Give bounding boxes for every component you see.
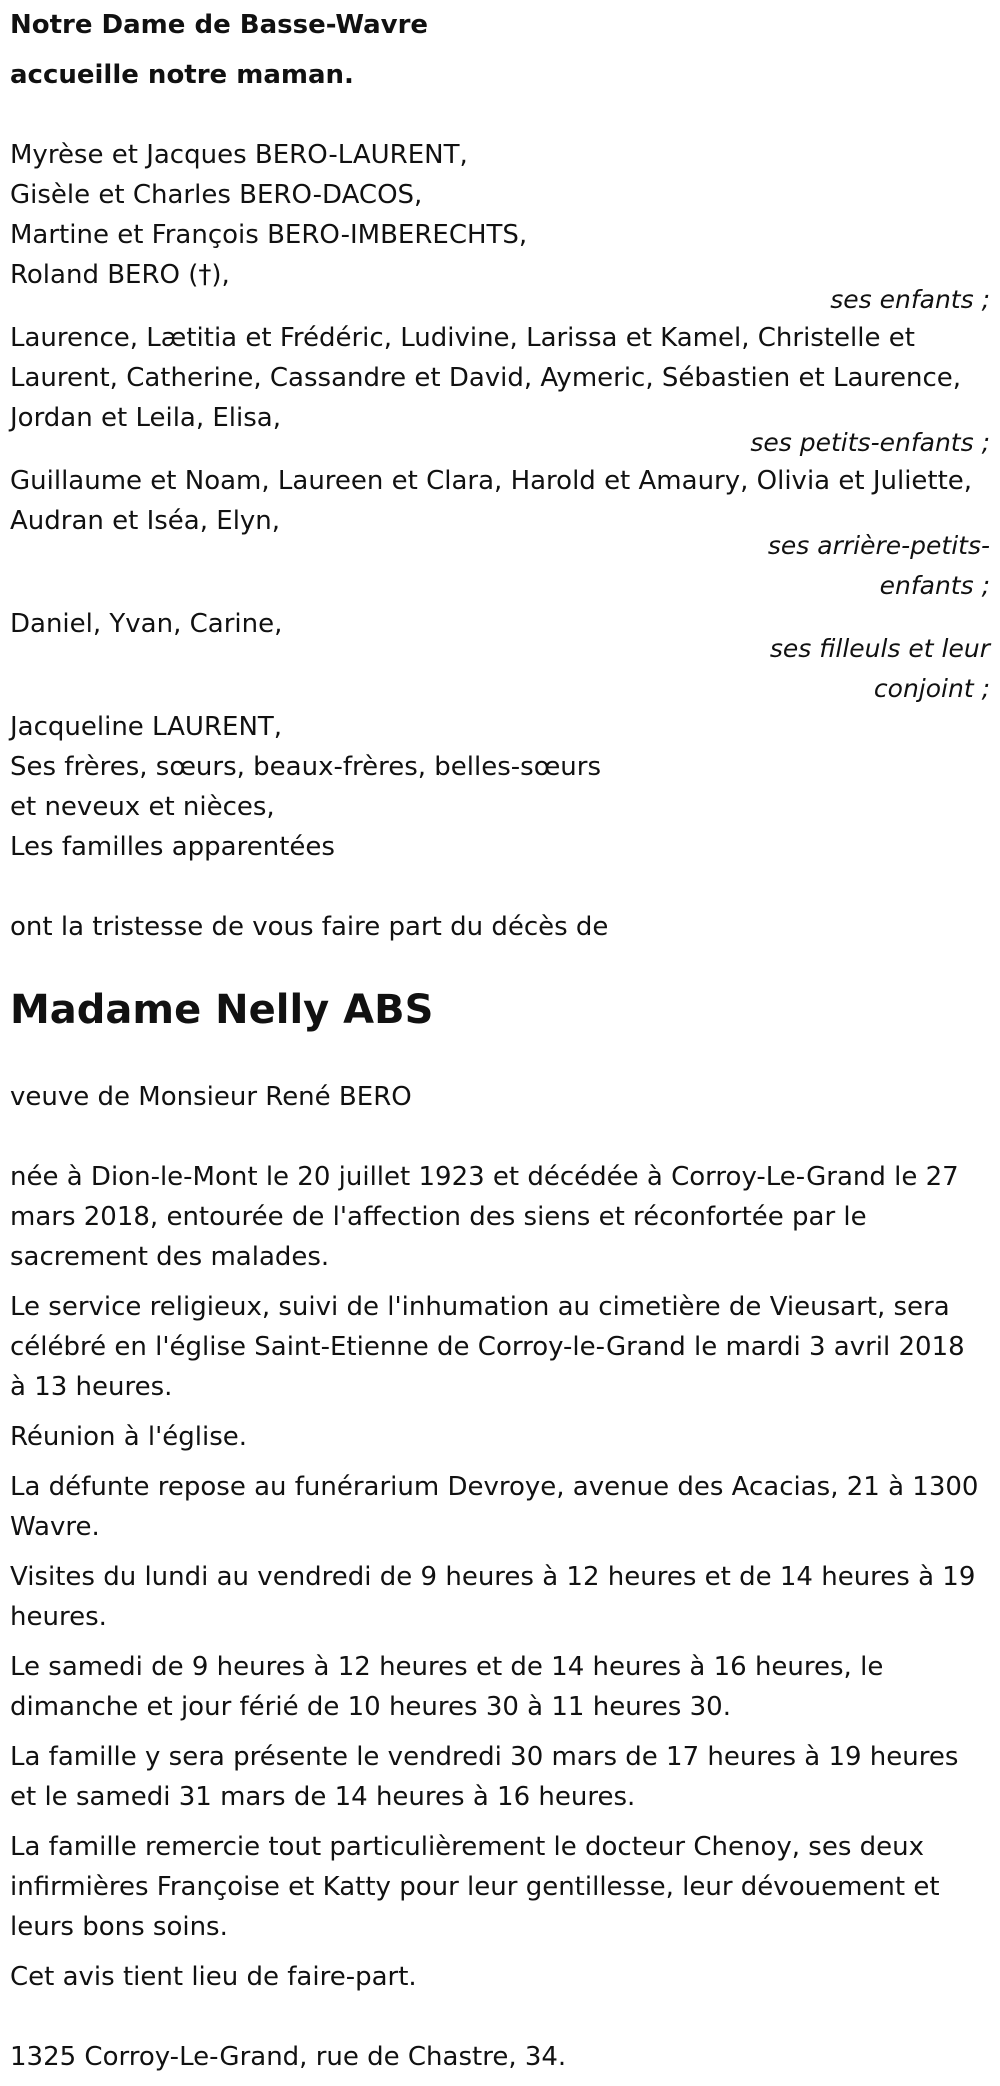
- godchildren-role-1: ses filleuls et leur: [769, 634, 990, 663]
- child-line: Gisèle et Charles BERO-DACOS,: [10, 180, 423, 210]
- godchildren-role-2: conjoint ;: [873, 674, 990, 703]
- paragraph-line: La défunte repose au funérarium Devroye, avenue des Acacias, 21 à 1300: [10, 1472, 979, 1502]
- others-line: et neveux et nièces,: [10, 792, 275, 822]
- paragraph-line: La famille y sera présente le vendredi 30 mars de 17 heures à 19 heures: [10, 1742, 959, 1772]
- paragraph-line: et le samedi 31 mars de 14 heures à 16 heures.: [10, 1782, 636, 1812]
- announcement-text: ont la tristesse de vous faire part du décès de: [10, 912, 609, 942]
- paragraph-line: Cet avis tient lieu de faire-part.: [10, 1962, 417, 1992]
- grandchildren-line: Laurent, Catherine, Cassandre et David, Aymeric, Sébastien et Laurence,: [10, 363, 962, 393]
- godchildren-line: Daniel, Yvan, Carine,: [10, 609, 283, 639]
- paragraph-line: célébré en l'église Saint-Etienne de Corroy-le-Grand le mardi 3 avril 2018: [10, 1332, 965, 1362]
- paragraph-line: infirmières Françoise et Katty pour leur gentillesse, leur dévouement et: [10, 1872, 940, 1902]
- paragraph-line: Visites du lundi au vendredi de 9 heures à 12 heures et de 14 heures à 19: [10, 1562, 976, 1592]
- paragraph-line: Le samedi de 9 heures à 12 heures et de 14 heures à 16 heures, le: [10, 1652, 884, 1682]
- children-role: ses enfants ;: [830, 285, 990, 314]
- grandchildren-line: Laurence, Lætitia et Frédéric, Ludivine, Larissa et Kamel, Christelle et: [10, 323, 915, 353]
- header-line-2: accueille notre maman.: [10, 60, 354, 90]
- paragraph-line: Wavre.: [10, 1512, 100, 1542]
- grandchildren-role: ses petits-enfants ;: [750, 428, 990, 457]
- great-grandchildren-role-2: enfants ;: [879, 571, 990, 600]
- paragraph-line: La famille remercie tout particulièrement le docteur Chenoy, ses deux: [10, 1832, 924, 1862]
- others-line: Jacqueline LAURENT,: [10, 712, 283, 742]
- child-line: Myrèse et Jacques BERO-LAURENT,: [10, 140, 468, 170]
- paragraph-line: sacrement des malades.: [10, 1242, 330, 1272]
- widow-of-text: veuve de Monsieur René BERO: [10, 1082, 412, 1112]
- paragraph-line: à 13 heures.: [10, 1372, 173, 1402]
- deceased-name: Madame Nelly ABS: [10, 987, 434, 1033]
- child-line: Martine et François BERO-IMBERECHTS,: [10, 220, 528, 250]
- paragraph-line: dimanche et jour férié de 10 heures 30 à 11 heures 30.: [10, 1692, 731, 1722]
- paragraph-line: née à Dion-le-Mont le 20 juillet 1923 et décédée à Corroy-Le-Grand le 27: [10, 1162, 959, 1192]
- child-line: Roland BERO (†),: [10, 260, 230, 290]
- paragraph-line: leurs bons soins.: [10, 1912, 228, 1942]
- great-grandchildren-line: Guillaume et Noam, Laureen et Clara, Harold et Amaury, Olivia et Juliette,: [10, 466, 973, 496]
- grandchildren-line: Jordan et Leila, Elisa,: [10, 403, 281, 433]
- address-text: 1325 Corroy-Le-Grand, rue de Chastre, 34.: [10, 2042, 567, 2072]
- paragraph-line: heures.: [10, 1602, 107, 1632]
- great-grandchildren-line: Audran et Iséa, Elyn,: [10, 506, 281, 536]
- others-line: Les familles apparentées: [10, 832, 335, 862]
- paragraph-line: Réunion à l'église.: [10, 1422, 248, 1452]
- paragraph-line: mars 2018, entourée de l'affection des siens et réconfortée par le: [10, 1202, 867, 1232]
- header-line-1: Notre Dame de Basse-Wavre: [10, 10, 429, 40]
- others-line: Ses frères, sœurs, beaux-frères, belles-sœurs: [10, 752, 602, 782]
- great-grandchildren-role-1: ses arrière-petits-: [767, 531, 990, 560]
- paragraph-line: Le service religieux, suivi de l'inhumation au cimetière de Vieusart, sera: [10, 1292, 950, 1322]
